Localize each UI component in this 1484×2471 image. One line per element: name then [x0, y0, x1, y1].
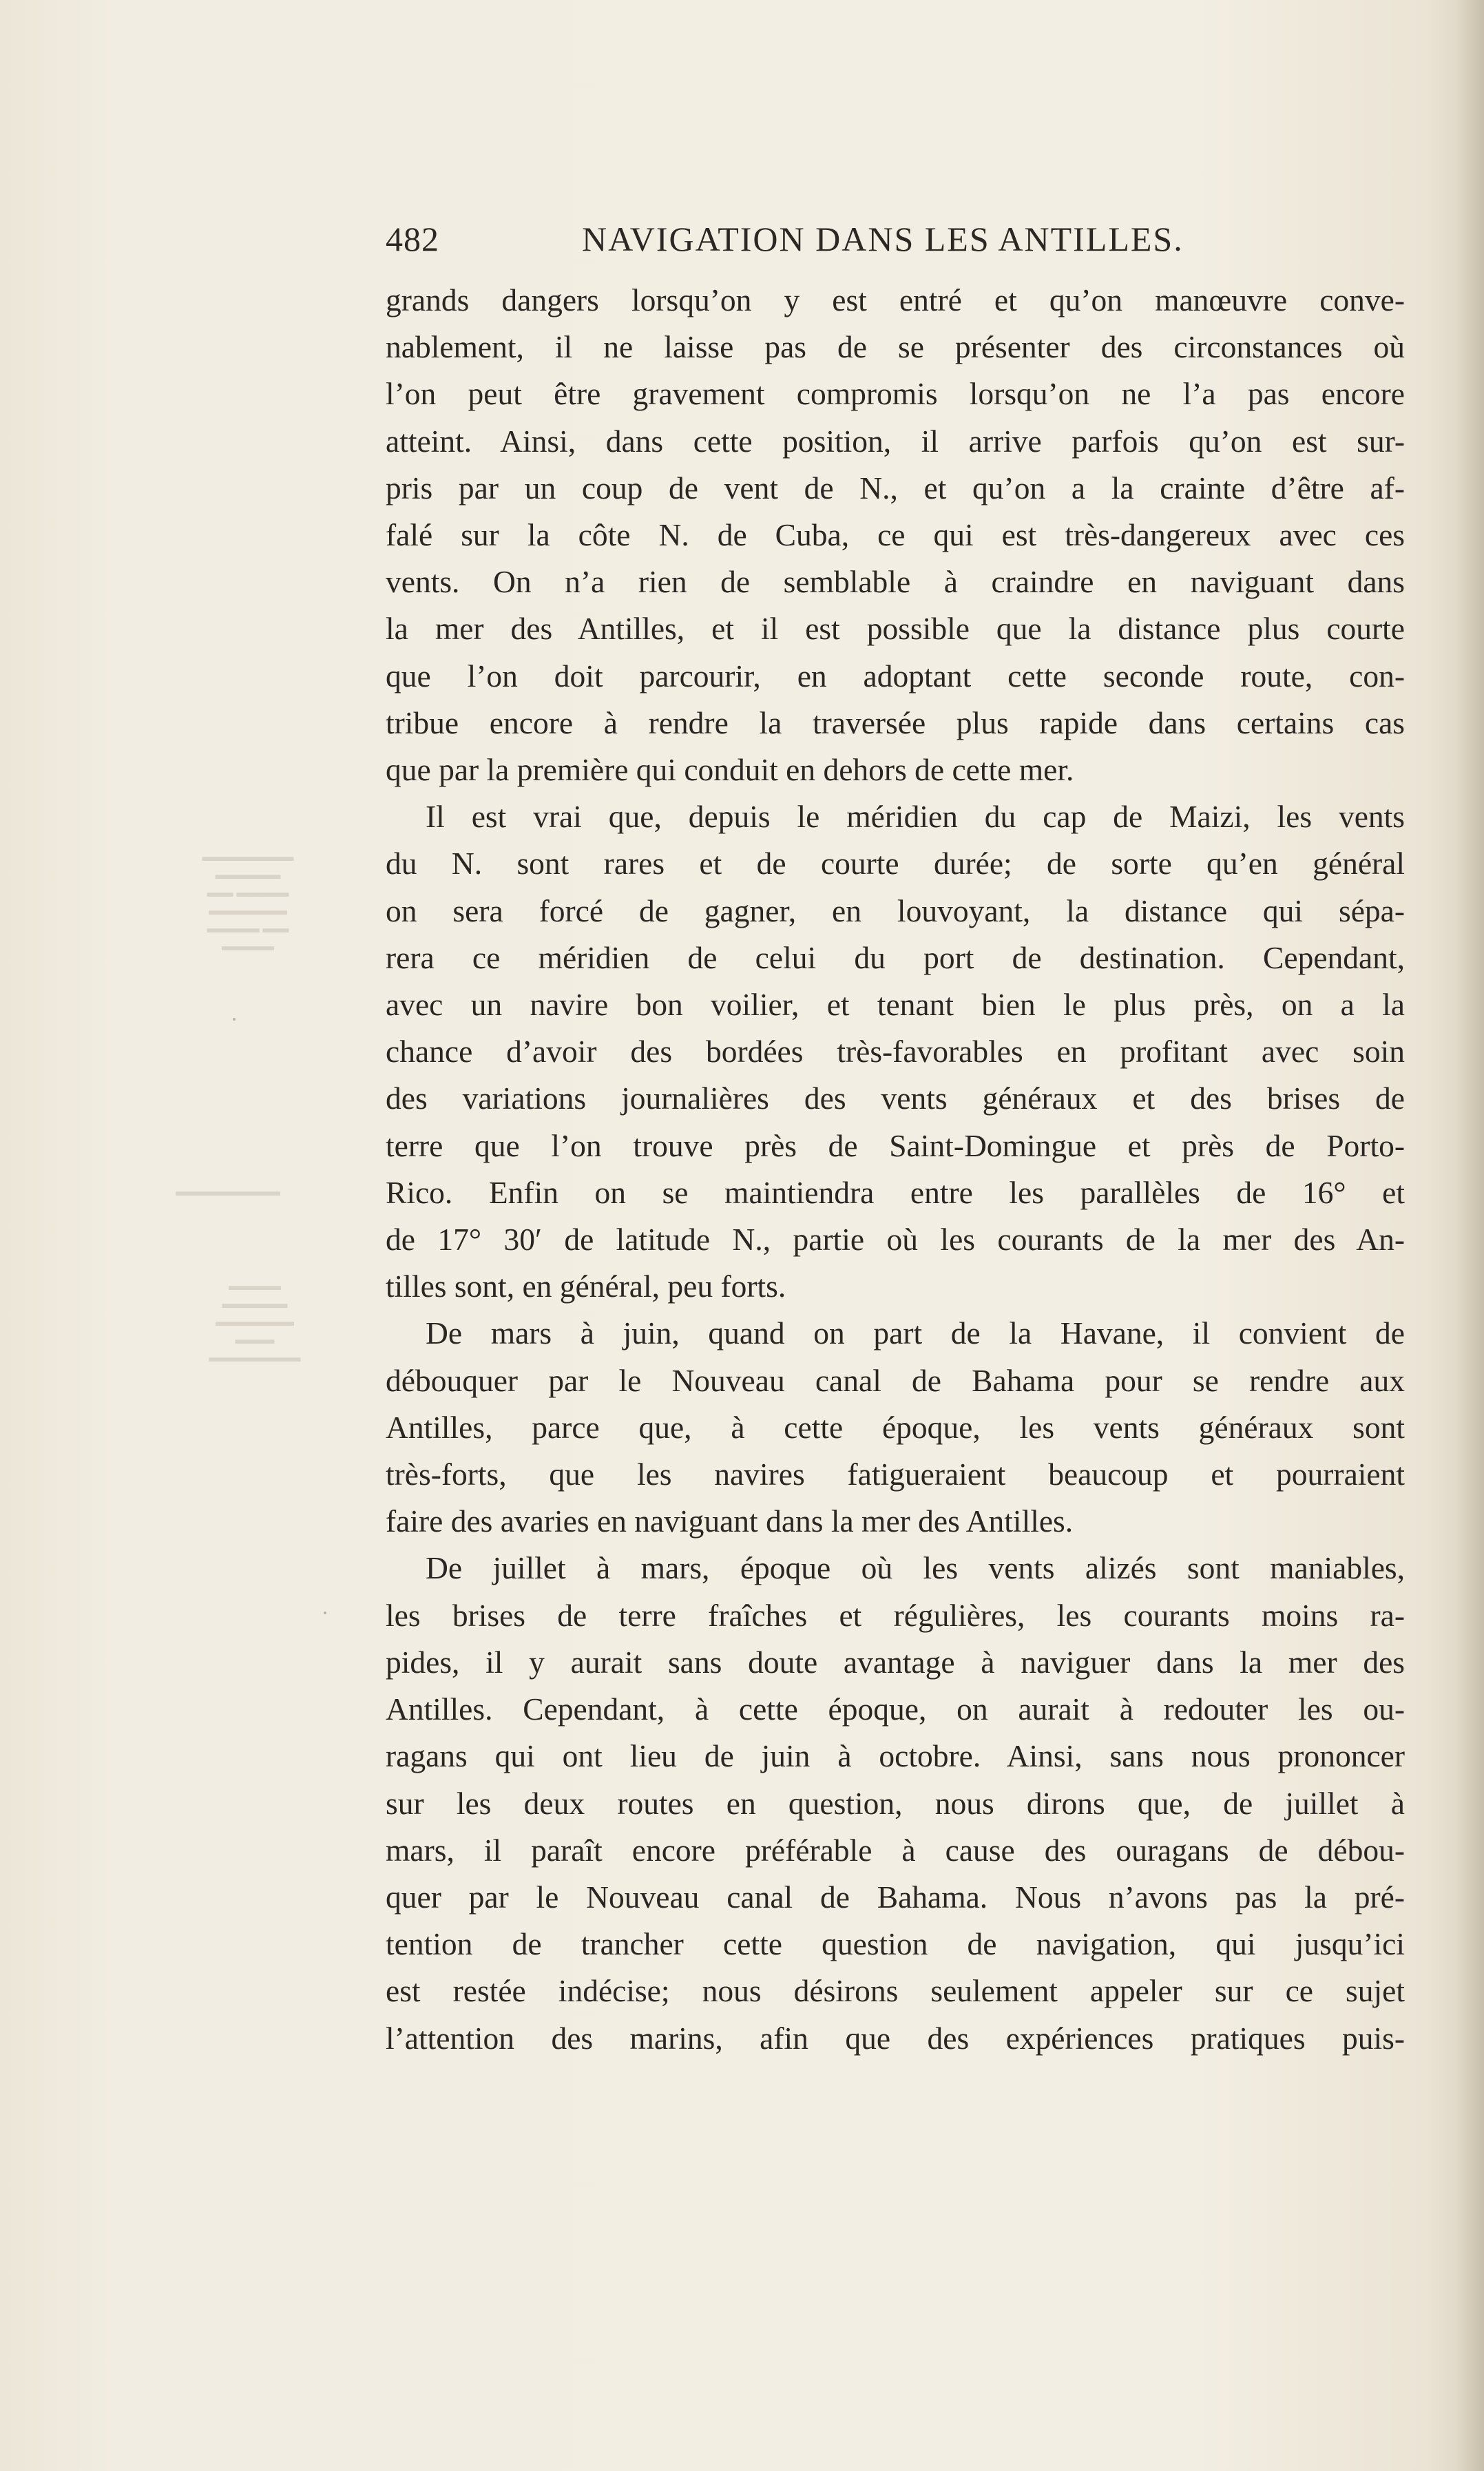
bleed-through-margin-note: ▬▬▬▬ ▬▬▬▬▬ ▬▬▬▬▬▬ ▬▬▬ ▬▬▬▬▬▬▬ — [209, 1279, 301, 1365]
text-line: chance d’avoir des bordées très-favorables en profitant avec soin — [386, 1034, 1405, 1070]
text-line: rera ce méridien de celui du port de destination. Cependant, — [386, 939, 1405, 975]
text-line: avec un navire bon voilier, et tenant bien le plus près, on a la — [386, 987, 1405, 1023]
text-line: terre que l’on trouve près de Saint-Domingue et près de Porto- — [386, 1127, 1405, 1163]
bleed-through-margin-note: ▬▬▬▬▬▬▬ ▬▬▬▬▬ ▬▬ ▬▬▬▬ ▬▬▬▬▬▬ ▬▬▬▬ ▬▬ ▬▬▬▬ — [202, 850, 294, 954]
text-line: que l’on doit parcourir, en adoptant cette seconde route, con- — [386, 658, 1405, 694]
text-line: faire des avaries en naviguant dans la mer des Antilles. — [386, 1503, 1074, 1539]
text-line: est restée indécise; nous désirons seulement appeler sur ce sujet — [386, 1973, 1405, 2009]
paper-speck — [233, 1018, 236, 1021]
text-line: pides, il y aurait sans doute avantage à naviguer dans la mer des — [386, 1644, 1405, 1680]
text-line: Antilles. Cependant, à cette époque, on aurait à redouter les ou- — [386, 1691, 1405, 1727]
running-header — [386, 219, 1405, 269]
text-line: quer par le Nouveau canal de Bahama. Nous n’avons pas la pré- — [386, 1879, 1405, 1915]
text-line: la mer des Antilles, et il est possible que la distance plus courte — [386, 611, 1405, 647]
text-line: Il est vrai que, depuis le méridien du cap de Maizi, les vents — [426, 799, 1405, 835]
text-line: sur les deux routes en question, nous dirons que, de juillet à — [386, 1785, 1405, 1821]
text-line: ragans qui ont lieu de juin à octobre. Ainsi, sans nous prononcer — [386, 1738, 1405, 1774]
text-line: grands dangers lorsqu’on y est entré et qu’on manœuvre conve- — [386, 282, 1405, 317]
page-edge-shadow — [1456, 0, 1484, 2471]
text-line: on sera forcé de gagner, en louvoyant, la distance qui sépa- — [386, 893, 1405, 928]
text-line: du N. sont rares et de courte durée; de sorte qu’en général — [386, 846, 1405, 882]
text-line: falé sur la côte N. de Cuba, ce qui est très-dangereux avec ces — [386, 517, 1405, 553]
page-number: 482 — [386, 220, 439, 258]
running-title: NAVIGATION DANS LES ANTILLES. — [582, 220, 1184, 258]
text-line: tilles sont, en général, peu forts. — [386, 1269, 786, 1304]
text-line: pris par un coup de vent de N., et qu’on a la crainte d’être af- — [386, 470, 1405, 505]
paper-speck — [324, 1612, 326, 1614]
text-line: Rico. Enfin on se maintiendra entre les parallèles de 16° et — [386, 1174, 1405, 1210]
text-line: des variations journalières des vents généraux et des brises de — [386, 1081, 1405, 1116]
text-line: tribue encore à rendre la traversée plus rapide dans certains cas — [386, 705, 1405, 740]
text-line: vents. On n’a rien de semblable à craindre en naviguant dans — [386, 564, 1405, 600]
text-line: nablement, il ne laisse pas de se présenter des circonstances où — [386, 329, 1405, 365]
text-line: l’attention des marins, afin que des expériences pratiques puis- — [386, 2020, 1405, 2056]
text-line: l’on peut être gravement compromis lorsqu’on ne l’a pas encore — [386, 376, 1405, 412]
text-line: tention de trancher cette question de navigation, qui jusqu’ici — [386, 1926, 1405, 1962]
body-text — [386, 277, 1405, 2062]
text-line: De mars à juin, quand on part de la Havane, il convient de — [426, 1315, 1405, 1351]
text-line: de 17° 30′ de latitude N., partie où les courants de la mer des An- — [386, 1222, 1405, 1258]
bleed-through-margin-note: ▬▬▬▬▬▬▬▬ — [176, 1185, 280, 1199]
text-line: Antilles, parce que, à cette époque, les vents généraux sont — [386, 1409, 1405, 1445]
text-line: atteint. Ainsi, dans cette position, il arrive parfois qu’on est sur- — [386, 423, 1405, 459]
text-line: De juillet à mars, époque où les vents alizés sont maniables, — [426, 1550, 1405, 1586]
text-line: très-forts, que les navires fatigueraient beaucoup et pourraient — [386, 1457, 1405, 1492]
text-line: que par la première qui conduit en dehors de cette mer. — [386, 752, 1074, 788]
text-line: débouquer par le Nouveau canal de Bahama pour se rendre aux — [386, 1362, 1405, 1398]
text-line: mars, il paraît encore préférable à cause des ouragans de débou- — [386, 1832, 1405, 1868]
text-line: les brises de terre fraîches et régulières, les courants moins ra- — [386, 1597, 1405, 1633]
